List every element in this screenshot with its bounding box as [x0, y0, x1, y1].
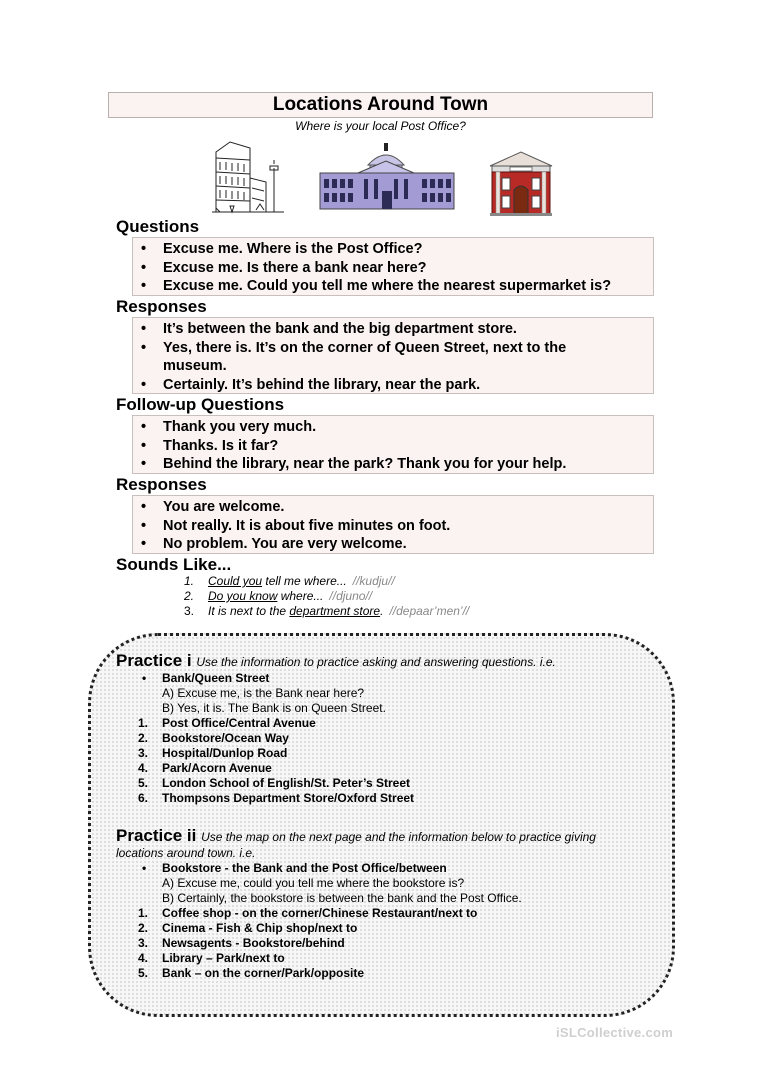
list-item: • Yes, there is. It’s on the corner of Queen Street, next to the museum.	[133, 339, 603, 376]
list-item: • Bank/Queen Street	[142, 671, 270, 685]
list-item: 1. Coffee shop - on the corner/Chinese Restaurant/next to	[138, 906, 478, 920]
list-item: • Excuse me. Where is the Post Office?	[133, 240, 653, 259]
practice-1-instruction: Use the information to practice asking and answering questions. i.e.	[196, 655, 556, 669]
list-item: • You are welcome.	[133, 498, 653, 517]
follow-up-box	[132, 415, 654, 474]
phonetic-text: //djuno//	[329, 589, 373, 603]
list-item: 4. Library – Park/next to	[138, 951, 285, 965]
sounds-like-list	[184, 574, 469, 619]
government-building-icon	[318, 143, 456, 211]
list-item: 4. Park/Acorn Avenue	[138, 761, 272, 775]
example-line: B) Certainly, the bookstore is between the bank and the Post Office.	[162, 891, 522, 905]
street-scene-icon	[212, 138, 286, 214]
list-item: 5. Bank – on the corner/Park/opposite	[138, 966, 365, 980]
practice-1-list	[138, 671, 414, 806]
list-item: • Excuse me. Could you tell me where the nearest supermarket is?	[133, 277, 653, 296]
list-item: 3. Hospital/Dunlop Road	[138, 746, 288, 760]
list-item: • Excuse me. Is there a bank near here?	[133, 259, 653, 278]
heading-questions: Questions	[116, 217, 200, 236]
list-item: • Certainly. It’s behind the library, near the park.	[133, 376, 653, 395]
heading-follow-up-questions: Follow-up Questions	[116, 395, 285, 414]
heading-responses-2: Responses	[116, 475, 207, 494]
phonetic-text: //depaar’men’//	[389, 604, 470, 618]
practice-2-title: Practice ii Use the map on the next page and the information below to practice giving	[116, 826, 596, 845]
example-line: B) Yes, it is. The Bank is on Queen Street.	[162, 701, 386, 715]
sounds-like-item: 2. Do you know where... //djuno//	[184, 589, 373, 603]
heading-sounds-like: Sounds Like...	[116, 555, 232, 574]
list-item: 2. Cinema - Fish & Chip shop/next to	[138, 921, 358, 935]
sounds-like-item: 3. It is next to the department store. //depaar’men’//	[184, 604, 470, 618]
list-item: • No problem. You are very welcome.	[133, 535, 653, 554]
sounds-like-item: 1. Could you tell me where... //kudju//	[184, 574, 395, 588]
responses-box	[132, 317, 654, 394]
questions-box	[132, 237, 654, 296]
list-item: • Not really. It is about five minutes on foot.	[133, 517, 653, 536]
example-line: A) Excuse me, could you tell me where the bookstore is?	[162, 876, 465, 890]
heading-responses: Responses	[116, 297, 207, 316]
library-building-icon	[488, 150, 554, 216]
practice-2-list	[138, 861, 522, 981]
example-line: A) Excuse me, is the Bank near here?	[162, 686, 365, 700]
page-title: Locations Around Town	[108, 92, 653, 118]
list-item: 6. Thompsons Department Store/Oxford Street	[138, 791, 415, 805]
responses-2-box	[132, 495, 654, 554]
list-item: • Thanks. Is it far?	[133, 437, 653, 456]
page-subtitle: Where is your local Post Office?	[295, 119, 466, 133]
phonetic-text: //kudju//	[352, 574, 395, 588]
list-item: • It’s between the bank and the big department store.	[133, 320, 653, 339]
list-item: 3. Newsagents - Bookstore/behind	[138, 936, 345, 950]
list-item: • Bookstore - the Bank and the Post Office/between	[142, 861, 447, 875]
practice-2-instruction-cont: locations around town. i.e.	[116, 846, 256, 860]
list-item: 2. Bookstore/Ocean Way	[138, 731, 289, 745]
practice-1-title: Practice i Use the information to practice asking and answering questions. i.e.	[116, 651, 556, 670]
practice-2-instruction: Use the map on the next page and the information below to practice giving	[201, 830, 596, 844]
list-item: • Behind the library, near the park? Thank you for your help.	[133, 455, 653, 474]
list-item: 1. Post Office/Central Avenue	[138, 716, 316, 730]
watermark: iSLCollective.com	[556, 1025, 674, 1040]
list-item: • Thank you very much.	[133, 418, 653, 437]
list-item: 5. London School of English/St. Peter’s Street	[138, 776, 411, 790]
